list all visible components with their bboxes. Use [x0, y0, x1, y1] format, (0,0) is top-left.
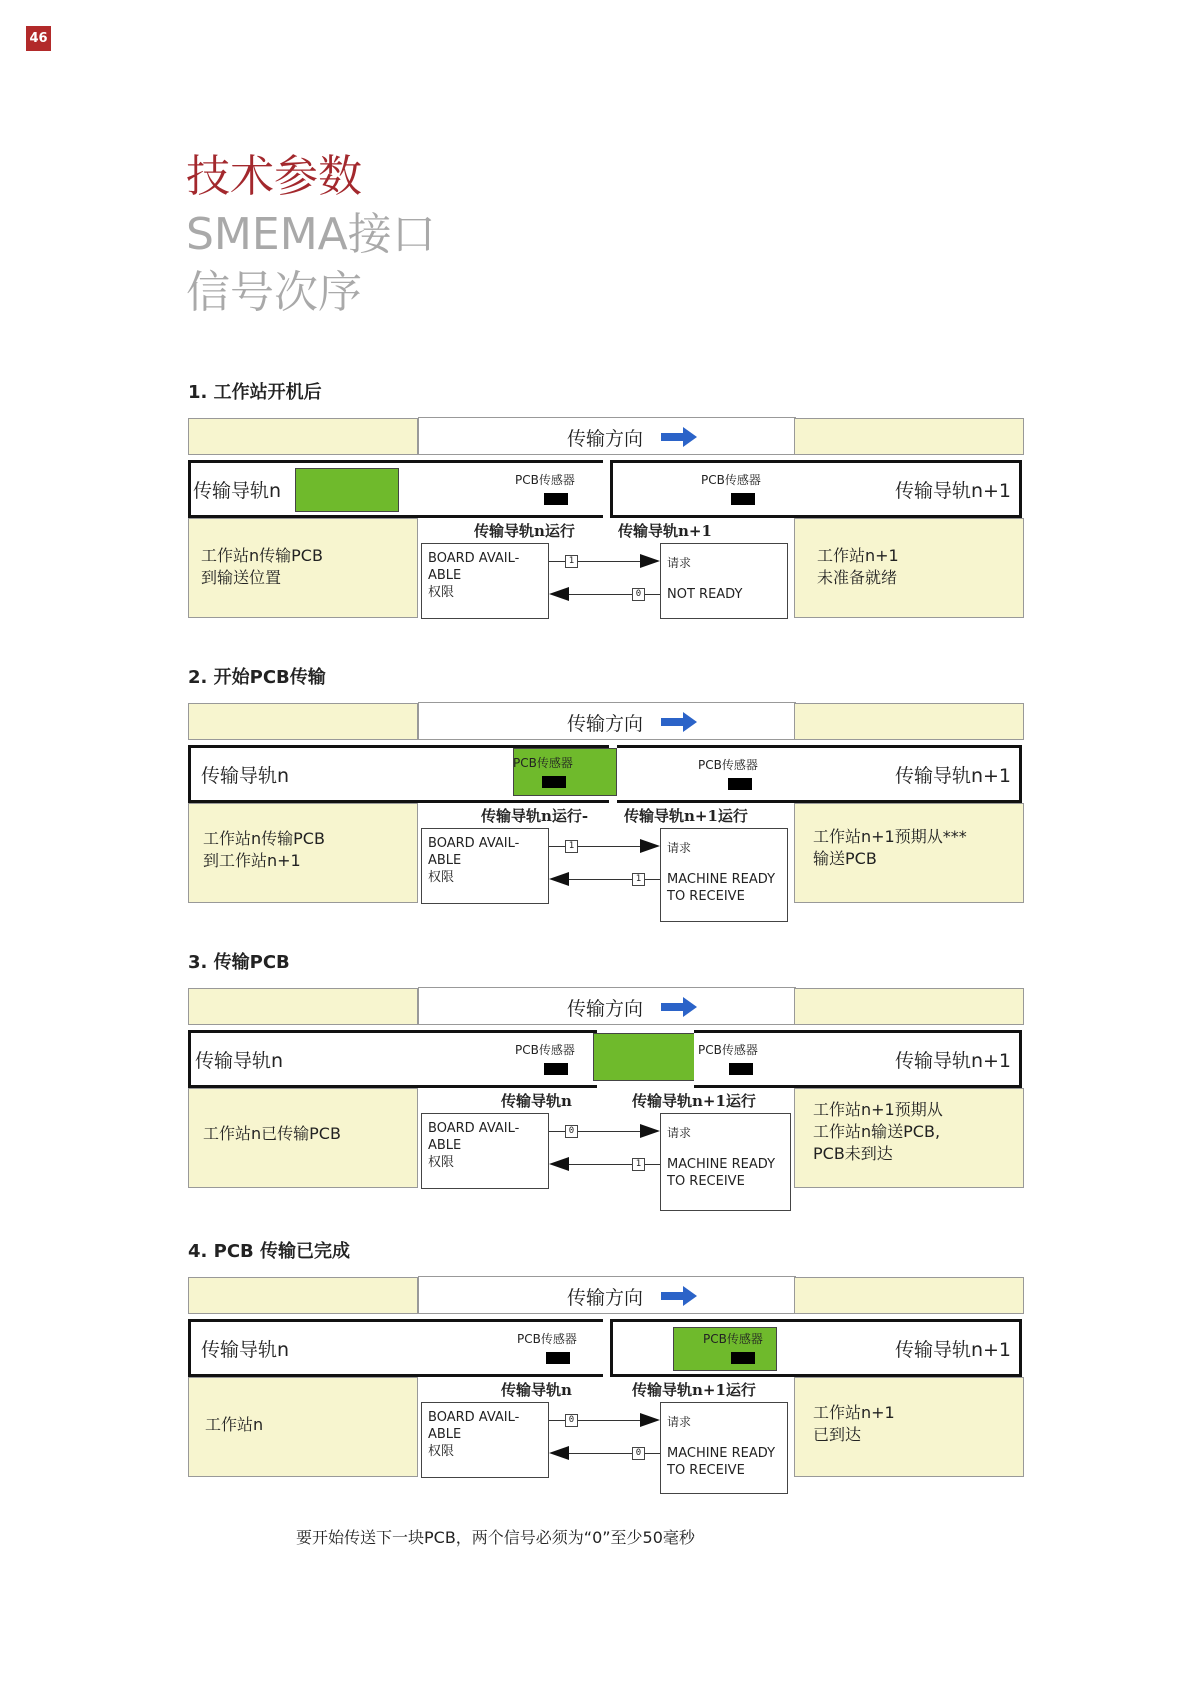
sensor-label: PCB传感器	[701, 473, 761, 487]
rail-n-status: 传输导轨n	[501, 1092, 572, 1110]
rail-n-label: 传输导轨n	[201, 765, 290, 787]
sensor-on	[542, 776, 566, 788]
station-n1-panel	[794, 803, 1024, 903]
signal-arrow-right-icon	[640, 1413, 660, 1427]
station-n1-panel	[794, 1377, 1024, 1477]
signal-bit-bottom: 0	[632, 1447, 645, 1460]
section-label: 1. 工作站开机后	[188, 382, 322, 403]
footer-note: 要开始传送下一块PCB，两个信号必须为“0”至少50毫秒	[296, 1528, 695, 1547]
signal-line	[569, 1453, 632, 1454]
sensor-off	[544, 493, 568, 505]
rail-n1-label: 传输导轨n+1	[894, 1050, 1011, 1072]
machine-ready-box	[660, 543, 788, 619]
board-available-box: BOARD AVAIL- ABLE 权限	[421, 543, 549, 619]
rail-n1	[694, 1030, 1022, 1088]
rail-n1-label: 传输导轨n+1	[894, 480, 1011, 502]
request-label: 请求	[667, 1415, 692, 1429]
direction-label: 传输方向	[567, 713, 644, 735]
ready-label: MACHINE READY TO RECEIVE	[667, 872, 776, 904]
signal-line	[645, 594, 660, 595]
ready-label: NOT READY	[667, 587, 743, 602]
signal-line	[569, 594, 632, 595]
direction-label: 传输方向	[567, 428, 644, 450]
sensor-label: PCB传感器	[513, 756, 573, 770]
signal-arrow-right-icon	[640, 1124, 660, 1138]
sensor-on	[731, 1352, 755, 1364]
sensor-label: PCB传感器	[703, 1332, 763, 1346]
page-title: 技术参数	[186, 151, 362, 202]
signal-line	[578, 846, 644, 847]
yellow-top-right	[794, 988, 1024, 1025]
sensor-off	[728, 778, 752, 790]
signal-bit-top: 1	[565, 555, 578, 568]
direction-header	[418, 987, 796, 1025]
station-n-text: 工作站n已传输PCB	[203, 1124, 341, 1143]
station-n1-text: 工作站n+1预期从 工作站n输送PCB, PCB未到达	[813, 1100, 943, 1163]
signal-line	[549, 846, 565, 847]
machine-ready-box	[660, 1113, 791, 1211]
signal-line	[549, 561, 565, 562]
yellow-top-left	[188, 418, 418, 455]
station-n-panel	[188, 1377, 418, 1477]
signal-line	[549, 1420, 565, 1421]
direction-header	[418, 1276, 796, 1314]
sensor-label: PCB传感器	[515, 473, 575, 487]
request-label: 请求	[667, 1126, 692, 1140]
ready-label: MACHINE READY TO RECEIVE	[667, 1157, 776, 1189]
signal-arrow-right-icon	[640, 839, 660, 853]
direction-header	[418, 417, 796, 455]
yellow-top-right	[794, 703, 1024, 740]
signal-line	[645, 1453, 660, 1454]
signal-bit-bottom: 0	[632, 588, 645, 601]
rail-n1	[617, 745, 1022, 803]
arrow-right-icon	[661, 712, 697, 732]
signal-arrow-left-icon	[549, 1157, 569, 1171]
sensor-off	[729, 1063, 753, 1075]
signal-line	[549, 1131, 565, 1132]
rail-n1-status: 传输导轨n+1运行	[632, 1092, 756, 1110]
section-label: 2. 开始PCB传输	[188, 667, 326, 688]
diagram-section-2	[0, 663, 1190, 953]
signal-line	[645, 879, 660, 880]
rail-n1	[610, 1319, 1022, 1377]
sensor-label: PCB传感器	[698, 1043, 758, 1057]
station-n1-panel	[794, 1088, 1024, 1188]
rail-n1-status: 传输导轨n+1	[618, 522, 712, 540]
rail-n	[188, 1030, 597, 1088]
signal-line	[645, 1164, 660, 1165]
rail-n-status: 传输导轨n运行	[474, 522, 575, 540]
request-label: 请求	[667, 556, 692, 570]
direction-label: 传输方向	[567, 1287, 644, 1309]
section-label: 3. 传输PCB	[188, 952, 290, 973]
arrow-right-icon	[661, 1286, 697, 1306]
diagram-section-1	[0, 378, 1190, 668]
rail-n1-status: 传输导轨n+1运行	[624, 807, 748, 825]
signal-line	[578, 1131, 644, 1132]
sensor-label: PCB传感器	[698, 758, 758, 772]
rail-n-label: 传输导轨n	[201, 1339, 290, 1361]
direction-header	[418, 702, 796, 740]
yellow-top-right	[794, 418, 1024, 455]
rail-n-label: 传输导轨n	[195, 1050, 284, 1072]
ready-label: MACHINE READY TO RECEIVE	[667, 1446, 776, 1478]
sensor-off	[544, 1063, 568, 1075]
signal-line	[578, 1420, 644, 1421]
signal-arrow-left-icon	[549, 1446, 569, 1460]
rail-n1-label: 传输导轨n+1	[894, 765, 1011, 787]
yellow-top-left	[188, 703, 418, 740]
yellow-top-left	[188, 1277, 418, 1314]
rail-n-label: 传输导轨n	[193, 480, 282, 502]
station-n-panel	[188, 518, 418, 618]
diagram-section-3	[0, 948, 1190, 1238]
station-n1-text: 工作站n+1 未准备就绪	[817, 546, 899, 587]
yellow-top-right	[794, 1277, 1024, 1314]
sensor-label: PCB传感器	[517, 1332, 577, 1346]
signal-bit-top: 0	[565, 1125, 578, 1138]
board-available-box: BOARD AVAIL- ABLE 权限	[421, 828, 549, 904]
arrow-right-icon	[661, 427, 697, 447]
rail-n1-label: 传输导轨n+1	[894, 1339, 1011, 1361]
rail-n-status: 传输导轨n	[501, 1381, 572, 1399]
rail-n	[188, 460, 603, 518]
board-available-box: BOARD AVAIL- ABLE 权限	[421, 1402, 549, 1478]
signal-bit-top: 0	[565, 1414, 578, 1427]
station-n1-panel	[794, 518, 1024, 618]
signal-arrow-left-icon	[549, 587, 569, 601]
signal-line	[569, 879, 632, 880]
sensor-off	[731, 493, 755, 505]
station-n1-text: 工作站n+1 已到达	[813, 1403, 895, 1444]
station-n1-text: 工作站n+1预期从*** 输送PCB	[813, 827, 967, 868]
station-n-panel	[188, 803, 418, 903]
rail-n1	[610, 460, 1022, 518]
station-n-text: 工作站n传输PCB 到工作站n+1	[203, 829, 325, 870]
sensor-off	[546, 1352, 570, 1364]
station-n-panel	[188, 1088, 418, 1188]
machine-ready-box	[660, 1402, 788, 1494]
arrow-right-icon	[661, 997, 697, 1017]
pcb-board	[593, 1033, 697, 1081]
signal-bit-bottom: 1	[632, 873, 645, 886]
board-available-box: BOARD AVAIL- ABLE 权限	[421, 1113, 549, 1189]
signal-arrow-right-icon	[640, 554, 660, 568]
page-subtitle-line1: SMEMA接口	[186, 209, 436, 260]
signal-line	[569, 1164, 632, 1165]
signal-arrow-left-icon	[549, 872, 569, 886]
rail-n-status: 传输导轨n运行-	[481, 807, 589, 825]
signal-line	[578, 561, 644, 562]
station-n-text: 工作站n传输PCB 到输送位置	[201, 546, 323, 587]
rail-n	[188, 1319, 603, 1377]
section-label: 4. PCB 传输已完成	[188, 1241, 351, 1262]
direction-label: 传输方向	[567, 998, 644, 1020]
page-number: 46	[26, 26, 51, 51]
signal-bit-top: 1	[565, 840, 578, 853]
rail-n1-status: 传输导轨n+1运行	[632, 1381, 756, 1399]
machine-ready-box	[660, 828, 788, 922]
sensor-label: PCB传感器	[515, 1043, 575, 1057]
station-n-text: 工作站n	[205, 1415, 264, 1434]
yellow-top-left	[188, 988, 418, 1025]
diagram-section-4	[0, 1237, 1190, 1527]
request-label: 请求	[667, 841, 692, 855]
pcb-board	[295, 468, 399, 512]
page-subtitle-line2: 信号次序	[186, 267, 362, 318]
signal-bit-bottom: 1	[632, 1158, 645, 1171]
